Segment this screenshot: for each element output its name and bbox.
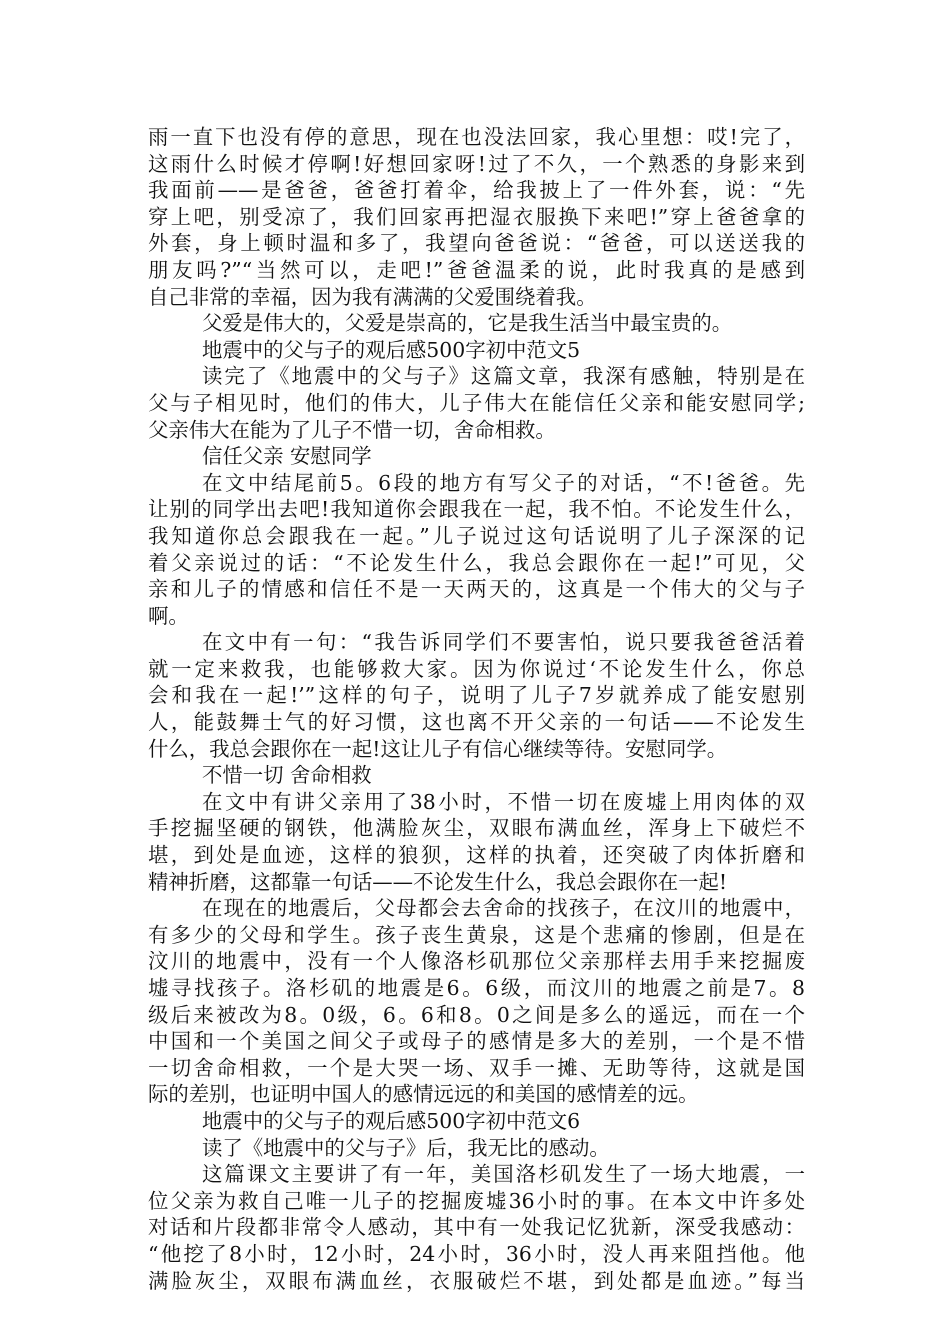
text-line: 际的差别，也证明中国人的感情远远的和美国的感情差的远。: [148, 1082, 699, 1107]
text-line: 有多少的父母和学生。孩子丧生黄泉，这是个悲痛的惨剧，但是在: [148, 922, 805, 947]
text-line: 级后来被改为8。0级，6。6和8。0之间是多么的遥远，而在一个: [148, 1002, 805, 1027]
text-line: 在文中结尾前5。6段的地方有写父子的对话，“不!爸爸。先: [202, 470, 805, 495]
text-line: 中国和一个美国之间父子或母子的感情是多大的差别，一个是不惜: [148, 1029, 805, 1054]
text-line: 啊。: [148, 603, 189, 628]
text-line: 亲和儿子的情感和信任不是一天两天的，这真是一个伟大的父与子: [148, 577, 805, 602]
text-line: 读了《地震中的父与子》后，我无比的感动。: [202, 1135, 610, 1160]
text-line: 一切舍命相救，一个是大哭一场、双手一摊、无助等待，这就是国: [148, 1055, 805, 1080]
text-line: 这篇课文主要讲了有一年，美国洛杉矶发生了一场大地震，一: [202, 1162, 805, 1187]
text-line: 堪，到处是血迹，这样的狼狈，这样的执着，还突破了肉体折磨和: [148, 843, 805, 868]
text-line: 地震中的父与子的观后感500字初中范文6: [202, 1108, 581, 1133]
text-line: 会和我在一起!’”这样的句子，说明了儿子7岁就养成了能安慰别: [148, 683, 805, 708]
text-line: 读完了《地震中的父与子》这篇文章，我深有感触，特别是在: [202, 364, 805, 389]
text-line: 就一定来救我，也能够救大家。因为你说过‘不论发生什么，你总: [148, 656, 805, 681]
text-line: 父亲伟大在能为了儿子不惜一切，舍命相救。: [148, 417, 556, 442]
text-line: 我面前——是爸爸，爸爸打着伞，给我披上了一件外套，说：“先: [148, 178, 805, 203]
text-line: 人，能鼓舞士气的好习惯，这也离不开父亲的一句话——不论发生: [148, 710, 805, 735]
text-line: 精神折磨，这都靠一句话——不论发生什么，我总会跟你在一起!: [148, 869, 728, 894]
text-line: 汶川的地震中，没有一个人像洛杉矶那位父亲那样去用手来挖掘废: [148, 949, 805, 974]
document-page: [148, 124, 805, 1294]
text-line: 对话和片段都非常令人感动，其中有一处我记忆犹新，深受我感动：: [148, 1215, 805, 1240]
text-line: 朋友吗?”“当然可以，走吧!”爸爸温柔的说，此时我真的是感到: [148, 257, 805, 282]
text-line: 在文中有一句：“我告诉同学们不要害怕，说只要我爸爸活着: [202, 630, 805, 655]
text-line: “他挖了8小时，12小时，24小时，36小时，没人再来阻挡他。他: [148, 1241, 805, 1266]
text-line: 墟寻找孩子。洛杉矶的地震是6。6级，而汶川的地震之前是7。8: [148, 976, 805, 1000]
text-line: 让别的同学出去吧!我知道你会跟我在一起，我不怕。不论发生什么，: [148, 497, 805, 522]
text-line: 穿上吧，别受凉了，我们回家再把湿衣服换下来吧!”穿上爸爸拿的: [148, 204, 805, 229]
text-line: 在现在的地震后，父母都会去舍命的找孩子，在汶川的地震中，: [202, 896, 805, 921]
text-line: 不惜一切 舍命相救: [202, 763, 372, 788]
text-line: 自己非常的幸福，因为我有满满的父爱围绕着我。: [148, 284, 597, 309]
text-line: 这雨什么时候才停啊!好想回家呀!过了不久，一个熟悉的身影来到: [148, 151, 805, 176]
text-line: 地震中的父与子的观后感500字初中范文5: [202, 337, 581, 362]
text-line: 雨一直下也没有停的意思，现在也没法回家，我心里想：哎!完了，: [148, 125, 805, 149]
text-line: 外套，身上顿时温和多了，我望向爸爸说：“爸爸，可以送送我的: [148, 231, 805, 256]
text-line: 我知道你总会跟我在一起。”儿子说过这句话说明了儿子深深的记: [148, 523, 805, 548]
text-line: 满脸灰尘，双眼布满血丝，衣服破烂不堪，到处都是血迹。”每当: [148, 1268, 805, 1293]
text-line: 手挖掘坚硬的钢铁，他满脸灰尘，双眼布满血丝，浑身上下破烂不: [148, 816, 805, 841]
text-line: 在文中有讲父亲用了38小时，不惜一切在废墟上用肉体的双: [202, 789, 805, 814]
text-line: 父爱是伟大的，父爱是崇高的，它是我生活当中最宝贵的。: [202, 311, 733, 336]
text-line: 着父亲说过的话：“不论发生什么，我总会跟你在一起!”可见，父: [148, 550, 805, 575]
text-line: 位父亲为救自己唯一儿子的挖掘废墟36小时的事。在本文中许多处: [148, 1188, 805, 1213]
text-line: 父与子相见时，他们的伟大，儿子伟大在能信任父亲和能安慰同学;: [148, 390, 805, 415]
text-line: 什么，我总会跟你在一起!这让儿子有信心继续等待。安慰同学。: [148, 736, 728, 761]
text-line: 信任父亲 安慰同学: [202, 444, 372, 469]
